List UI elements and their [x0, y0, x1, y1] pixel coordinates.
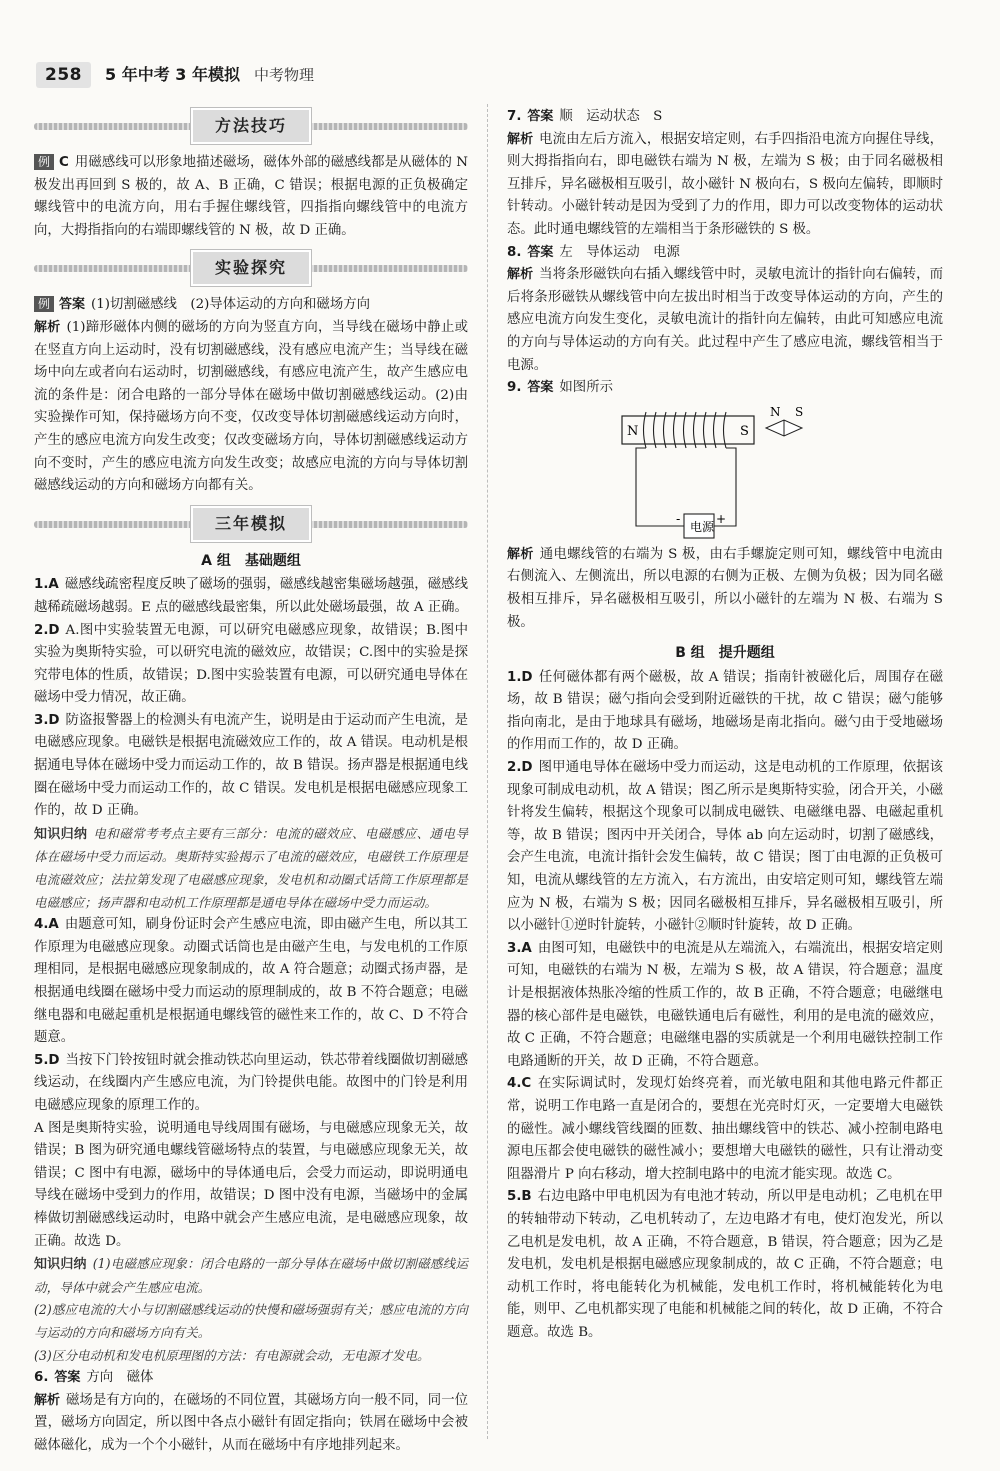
a-item-3: 3.D 防盗报警器上的检测头有电流产生，说明是由于运动而产生电流，是电磁感应现象。电磁铁是根据电流磁效应工作的，故 A 错误。电动机是根据通电导体在磁场中受力而运动工作的，故 B 错误。扬声器是根据通电线圈在磁场中受力而运动工作的，故 C 错误。发电机是根据电磁感应现象工作的，故 D 正确。 [34, 712, 468, 819]
subject-label: 中考物理 [253, 65, 314, 84]
a-item-7-analysis: 解析 电流由左后方流入，根据安培定则，右手四指沿电流方向握住导线，则大拇指指向右，即电磁铁右端为 N 极，左端为 S 极；由于同名磁极相互排斥，异名磁极相互吸引，故小磁针 N 极向右，S 极向左偏转，即顺时针转动。小磁针转动是因为受到了力的作用，即力可以改变物体的运动状态。此时通电螺线管的左端相当于条形磁铁的 S 极。 [507, 131, 943, 237]
a-item-1: 1.A 磁感线疏密程度反映了磁场的强弱，磁感线越密集磁场越强，磁感线越稀疏磁场越弱。E 点的磁感线最密集，所以此处磁场最强，故 A 正确。 [34, 577, 468, 615]
section-title: 三年模拟 [191, 506, 311, 542]
b-item-1: 1.D 任何磁体都有两个磁极，故 A 错误；指南针被磁化后，周围存在磁场，故 B 错误；磁勺指向会受到附近磁铁的干扰，故 C 错误；磁勺能够指向南北，是由于地球具有磁场，地磁场是南北指向。磁勺由于受地磁场的作用而工作的，故 D 正确。 [507, 669, 943, 753]
knowledge-note-2b: (2)感应电流的大小与切割磁感线运动的快慢和磁场强弱有关；感应电流的方向与运动的方向和磁场方向有关。 [34, 1302, 468, 1340]
pole-s-label: S [740, 423, 749, 439]
experiment-analysis: 解析 (1)蹄形磁体内侧的磁场的方向为竖直方向，当导线在磁场中静止或在竖直方向上运动时，没有切割磁感线，没有感应电流产生；当导线在磁场中向左或者向右运动时，切割磁感线，有感应电流产生，故产生感应电流的条件是：闭合电路的一部分导体在磁场中做切割磁感线运动。(2)由实验操作可知，保持磁场方向不变，仅改变导体切割磁感线运动方向时，产生的感应电流方向发生改变；仅改变磁场方向，导体切割磁感线运动方向不变时，产生的感应电流方向发生改变；故感应电流的方向与导体切割磁感线运动的方向和磁场方向都有关。 [34, 319, 468, 494]
b-item-3: 3.A 由图可知，电磁铁中的电流是从左端流入，右端流出，根据安培定则可知，电磁铁的右端为 N 极，左端为 S 极，故 A 错误，符合题意；温度计是根据液体热胀冷缩的性质工作的，故 B 正确，不符合题意；电磁继电器的核心部件是电磁铁，电磁铁通电后有磁性，利用的是电流的磁效应，故 C 正确，不符合题意；电磁继电器的实质就是一个利用电磁铁控制工作电路通断的开关，故 D 正确，不符合题意。 [507, 940, 943, 1069]
a-item-5-options: A 图是奥斯特实验，说明通电导线周围有磁场，与电磁感应现象无关，故错误；B 图为研究通电螺线管磁场特点的装置，与电磁感应现象无关，故错误；C 图中有电源，磁场中的导体通电后，会受力而运动，即说明通电导线在磁场中受到力的作用，故错误；D 图中没有电源，当磁场中的金属棒做切割磁感线运动时，电路中就会产生感应电流，是电磁感应现象，故正确。故选 D。 [34, 1120, 468, 1249]
a-item-9-answer: 9. 答案 如图所示 [507, 380, 613, 396]
solenoid-core [622, 416, 754, 444]
needle-s-label: S [795, 405, 804, 419]
left-column [34, 106, 468, 1457]
example-tag: 例 [34, 296, 54, 312]
section-banner-experiment [34, 250, 468, 288]
plus-sign: + [716, 511, 727, 526]
section-banner-mock [34, 506, 468, 544]
a-item-6-answer: 6. 答案 方向 磁体 [34, 1370, 154, 1386]
a-item-4: 4.A 由题意可知，刷身份证时会产生感应电流，即由磁产生电，所以其工作原理为电磁感应现象。动圈式话筒也是由磁产生电，与发电机的工作原理相同，是根据电磁感应现象制成的，故 A 符合题意；动圈式扬声器，是根据通电线圈在磁场中受力而运动的原理制成的，故 B 不符合题意；电磁继电器和电磁起重机是根据通电螺线管的磁性来工作的，故 C、D 不符合题意。 [34, 917, 468, 1046]
minus-sign: - [676, 511, 681, 526]
knowledge-note-2c: (3)区分电动机和发电机原理图的方法：有电源就会动，无电源才发电。 [34, 1347, 430, 1363]
coil-turns [644, 412, 727, 448]
experiment-answer: 例 答案 (1)切割磁感线 (2)导体运动的方向和磁场方向 [34, 294, 468, 317]
a-item-6-analysis: 解析 磁场是有方向的，在磁场的不同位置，其磁场方向一般不同，同一位置，磁场方向固定，所以图中各点小磁针有固定指向；铁屑在磁场中会被磁体磁化，成为一个个小磁针，从而在磁场中有序地排列起来。 [34, 1392, 468, 1453]
power-source-label: 电源 [690, 519, 715, 534]
method-example: 例 C 用磁感线可以形象地描述磁场，磁体外部的磁感线都是从磁体的 N 极发出再回到 S 极的，故 A、B 正确，C 错误；根据电源的正负极确定螺线管中的电流方向，用右手握住螺线管，四指指向螺线管中的电流方向，大拇指指向的右端即螺线管的 N 极，故 D 正确。 [34, 155, 468, 238]
a-item-5: 5.D 当按下门铃按钮时就会推动铁芯向里运动，铁芯带着线圈做切割磁感线运动，在线圈内产生感应电流，为门铃提供电能。故图中的门铃是利用电磁感应现象的原理工作的。 [34, 1052, 468, 1113]
b-item-2: 2.D 图甲通电导体在磁场中受力而运动，这是电动机的工作原理，依据该现象可制成电动机，故 A 错误；图乙所示是奥斯特实验，闭合开关，小磁针将发生偏转，根据这个现象可以制成电磁铁、电磁继电器、电磁起重机等，故 B 错误；图丙中开关闭合，导体 ab 向左运动时，切割了磁感线，会产生电流，电流计指针会发生偏转，故 C 错误；图丁由电源的正负极可知，电流从螺线管的左方流入，右方流出，由安培定则可知，螺线管左端应为 N 极，右端为 S 极；因同名磁极相互排斥，异名磁极相互吸引，所以小磁针①逆时针旋转，小磁针②顺时针旋转，故 D 正确。 [507, 760, 943, 934]
section-title: 方法技巧 [191, 108, 311, 144]
a-item-9-analysis: 解析 通电螺线管的右端为 S 极，由右手螺旋定则可知，螺线管中电流由右侧流入、左侧流出，所以电源的右侧为正极、左侧为负极；因为同名磁极相互排斥，异名磁极相互吸引，所以小磁针的左端为 N 极、右端为 S 极。 [507, 546, 943, 630]
solenoid-diagram [507, 406, 943, 540]
right-column [507, 106, 943, 1345]
book-title: 5 年中考 3 年模拟 [105, 64, 240, 84]
page-header [36, 60, 314, 90]
a-item-8-answer: 8. 答案 左 导体运动 电源 [507, 244, 680, 260]
example-tag: 例 [34, 154, 54, 170]
group-a-heading: A 组 基础题组 [201, 552, 301, 569]
pole-n-label: N [627, 423, 639, 439]
b-item-5: 5.B 右边电路中甲电机因为有电池才转动，所以甲是电动机；乙电机在甲的转轴带动下转动，乙电机转动了，左边电路才有电，使灯泡发光，所以乙电机是发电机，故 A 正确，不符合题意，B 错误，符合题意；因为乙是发电机，发电机是根据电磁感应现象制成的，故 C 正确，不符合题意；电动机工作时，将电能转化为机械能，发电机工作时，将机械能转化为电能，则甲、乙电机都实现了电能和机械能之间的转化，故 D 正确，不符合题意。故选 B。 [507, 1189, 943, 1340]
section-title: 实验探究 [191, 250, 311, 286]
a-item-2: 2.D A.图中实验装置无电源，可以研究电磁感应现象，故错误；B.图中实验为奥斯特实验，可以研究电流的磁效应，故错误；C.图中的实验是探究带电体的性质，故错误；D.图中实验装置有电源，可以研究通电导体在磁场中受力情况，故正确。 [34, 622, 468, 706]
knowledge-note-1: 知识归纳 电和磁常考考点主要有三部分：电流的磁效应、电磁感应、通电导体在磁场中受力而运动。奥斯特实验揭示了电流的磁效应，电磁铁工作原理是电流磁效应；法拉第发现了电磁感应现象，发电机和动圈式话筒工作原理都是电磁感应；扬声器和电动机工作原理都是通电导体在磁场中受力而运动。 [34, 825, 468, 910]
knowledge-note-2: 知识归纳 (1)电磁感应现象：闭合电路的一部分导体在磁场中做切割磁感线运动，导体中就会产生感应电流。 [34, 1256, 468, 1295]
a6-analysis-text: 磁场是有方向的，在磁场的不同位置，其磁场方向一般不同，同一位置，磁场方向固定，所以图中各点小磁针有固定指向；铁屑在磁场中会被磁体磁化，成为一个个小磁针，从而在磁场中有序地排列起来。 [34, 1392, 468, 1453]
needle-n-label: N [770, 405, 781, 419]
a-item-7-answer: 7. 答案 顺 运动状态 S [507, 109, 663, 124]
column-divider [487, 104, 488, 1439]
solenoid-svg [612, 406, 842, 540]
section-banner-method [34, 108, 468, 146]
group-b-heading: B 组 提升题组 [675, 645, 775, 662]
page-number: 258 [36, 62, 91, 88]
a-item-8-analysis: 解析 当将条形磁铁向右插入螺线管中时，灵敏电流计的指针向右偏转，而后将条形磁铁从螺线管中向左拔出时相当于改变导体运动的方向，产生的感应电流方向发生变化，灵敏电流计的指针向左偏转，由此可知感应电流的方向与导体运动的方向有关。此过程中产生了感应电流，螺线管相当于电源。 [507, 267, 943, 373]
b-item-4: 4.C 在实际调试时，发现灯始终亮着，而光敏电阻和其他电路元件都正常，说明工作电路一直是闭合的，要想在光亮时灯灭，一定要增大电磁铁的磁性。减小螺线管线圈的匝数、抽出螺线管中的铁芯、减小控制电路电源电压都会使电磁铁的磁性减小；要想增大电磁铁的磁性，只有让滑动变阻器滑片 P 向右移动，增大控制电路中的电流才能实现。故选 C。 [507, 1076, 943, 1182]
